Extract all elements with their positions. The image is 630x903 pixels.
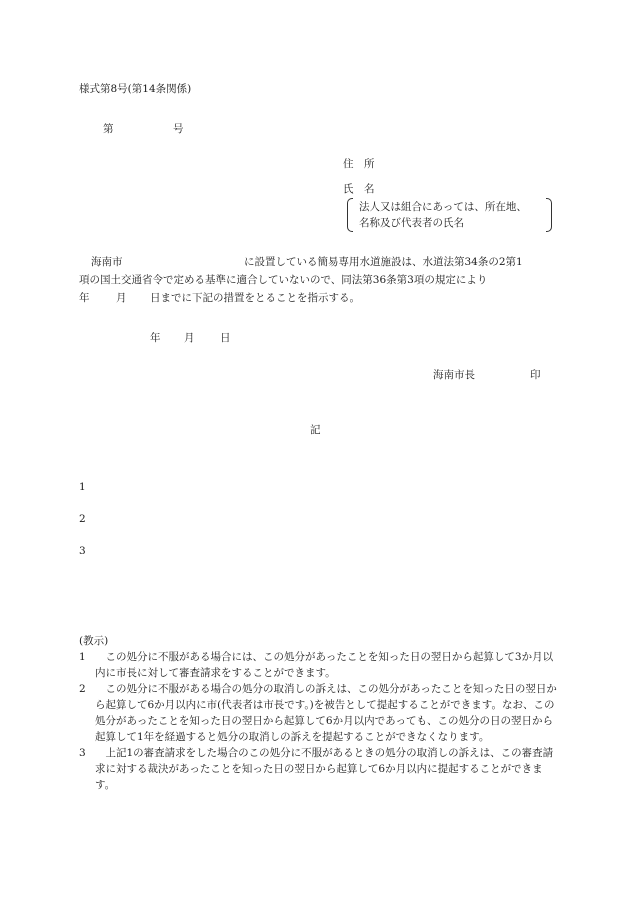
doc-number-suffix: 号 <box>173 123 184 135</box>
list-item-2: 2 <box>79 513 86 525</box>
instruction-item <box>79 649 559 681</box>
body-text-line1: に設置している簡易専用水道施設は、水道法第34条の2第1 <box>244 256 523 268</box>
bracket-note <box>359 199 527 231</box>
body-deadline-day-text: 日までに下記の措置をとることを指示する。 <box>150 292 360 304</box>
instruction-number: 3 <box>79 747 86 759</box>
issuer-title: 海南市長 <box>433 369 475 381</box>
instruction-text: この処分に不服がある場合の処分の取消しの訴えは、この処分があったことを知った日の翌日から起算して6か月以内に市(代表者は市長です。)を被告として提起することができます。なお、この処分があったことを知った日の翌日から起算して6か月以内であっても、この処分の日の翌日から起算して1年を経過すると処分の取消しの訴えを提起することができなくなります。 <box>95 683 557 743</box>
representative-bracket <box>347 198 552 232</box>
bracket-line-2: 名称及び代表者の氏名 <box>359 217 464 229</box>
list-item-3: 3 <box>79 545 86 557</box>
instruction-item <box>79 745 559 793</box>
body-text-line2: 項の国土交通省令で定める基準に適合していないので、同法第36条第3項の規定により <box>79 274 488 286</box>
issue-date-month: 月 <box>184 332 195 344</box>
instruction-number: 2 <box>79 683 86 695</box>
body-deadline-month: 月 <box>116 292 127 304</box>
form-number: 様式第8号(第14条関係) <box>79 83 192 95</box>
bracket-line-1: 法人又は組合にあっては、所在地、 <box>359 201 527 213</box>
name-label: 氏 名 <box>343 183 375 195</box>
instruction-text: この処分に不服がある場合には、この処分があったことを知った日の翌日から起算して3か月以内に市長に対して審査請求をすることができます。 <box>95 651 554 679</box>
address-label: 住 所 <box>343 158 375 170</box>
instruction-item <box>79 681 559 745</box>
ki-heading: 記 <box>310 424 321 436</box>
right-bracket <box>546 198 552 232</box>
issuer-seal: 印 <box>530 369 541 381</box>
issue-date-day: 日 <box>220 332 231 344</box>
body-city: 海南市 <box>91 256 123 268</box>
instruction-text: 上記1の審査請求をした場合のこの処分に不服があるときの処分の取消しの訴えは、この審査請求に対する裁決があったことを知った日の翌日から起算して6か月以内に提起することができます。 <box>95 747 554 791</box>
instruction-number: 1 <box>79 651 86 663</box>
instructions-section <box>79 633 559 793</box>
instructions-heading: (教示) <box>79 635 109 647</box>
left-bracket <box>347 198 353 232</box>
doc-number-prefix: 第 <box>103 123 114 135</box>
issue-date-year: 年 <box>150 332 161 344</box>
body-deadline-year: 年 <box>79 292 90 304</box>
list-item-1: 1 <box>79 481 86 493</box>
